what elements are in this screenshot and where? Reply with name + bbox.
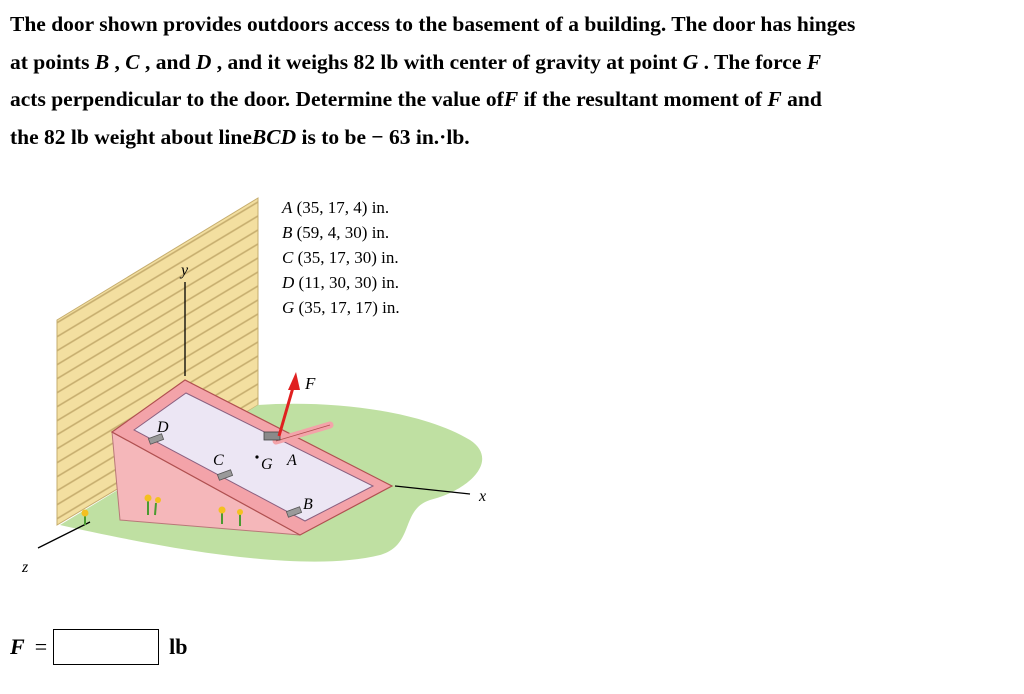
- label-G: G: [261, 456, 273, 473]
- axis-z-label: z: [22, 559, 29, 576]
- problem-statement: [10, 6, 1016, 156]
- point-G-dot: [255, 455, 258, 458]
- label-B: B: [303, 496, 313, 513]
- z-axis: [38, 522, 90, 548]
- coord-D: D (11, 30, 30) in.: [282, 273, 399, 292]
- force-arrow-head: [288, 372, 300, 390]
- coord-G: G (35, 17, 17) in.: [282, 298, 400, 317]
- axis-x-label: x: [479, 488, 487, 505]
- answer-equals: =: [34, 634, 48, 659]
- problem-line-1: The door shown provides outdoors access to the basement of a building. The door has hinges: [10, 12, 856, 36]
- label-D: D: [157, 419, 169, 436]
- force-label: F: [305, 374, 316, 393]
- coord-C: C (35, 17, 30) in.: [282, 248, 399, 267]
- problem-line-3: acts perpendicular to the door. Determine the value ofF if the resultant moment of F and: [10, 87, 822, 111]
- answer-variable: F: [10, 634, 25, 659]
- answer-row: [10, 626, 187, 668]
- problem-line-2: at points B , C , and D , and it weighs 82 lb with center of gravity at point G . The force F: [10, 49, 822, 74]
- answer-input[interactable]: [53, 629, 159, 665]
- handle-bracket: [264, 432, 280, 440]
- coord-A: A (35, 17, 4) in.: [282, 198, 390, 217]
- label-C: C: [213, 452, 224, 469]
- coordinate-list: [282, 195, 400, 320]
- label-A: A: [287, 452, 297, 469]
- axis-y-label: y: [181, 262, 189, 279]
- door-figure: [0, 180, 520, 590]
- problem-line-4: the 82 lb weight about lineBCD is to be − 63 in.·lb.: [10, 124, 470, 149]
- coord-B: B (59, 4, 30) in.: [282, 223, 390, 242]
- answer-unit: lb: [169, 634, 188, 659]
